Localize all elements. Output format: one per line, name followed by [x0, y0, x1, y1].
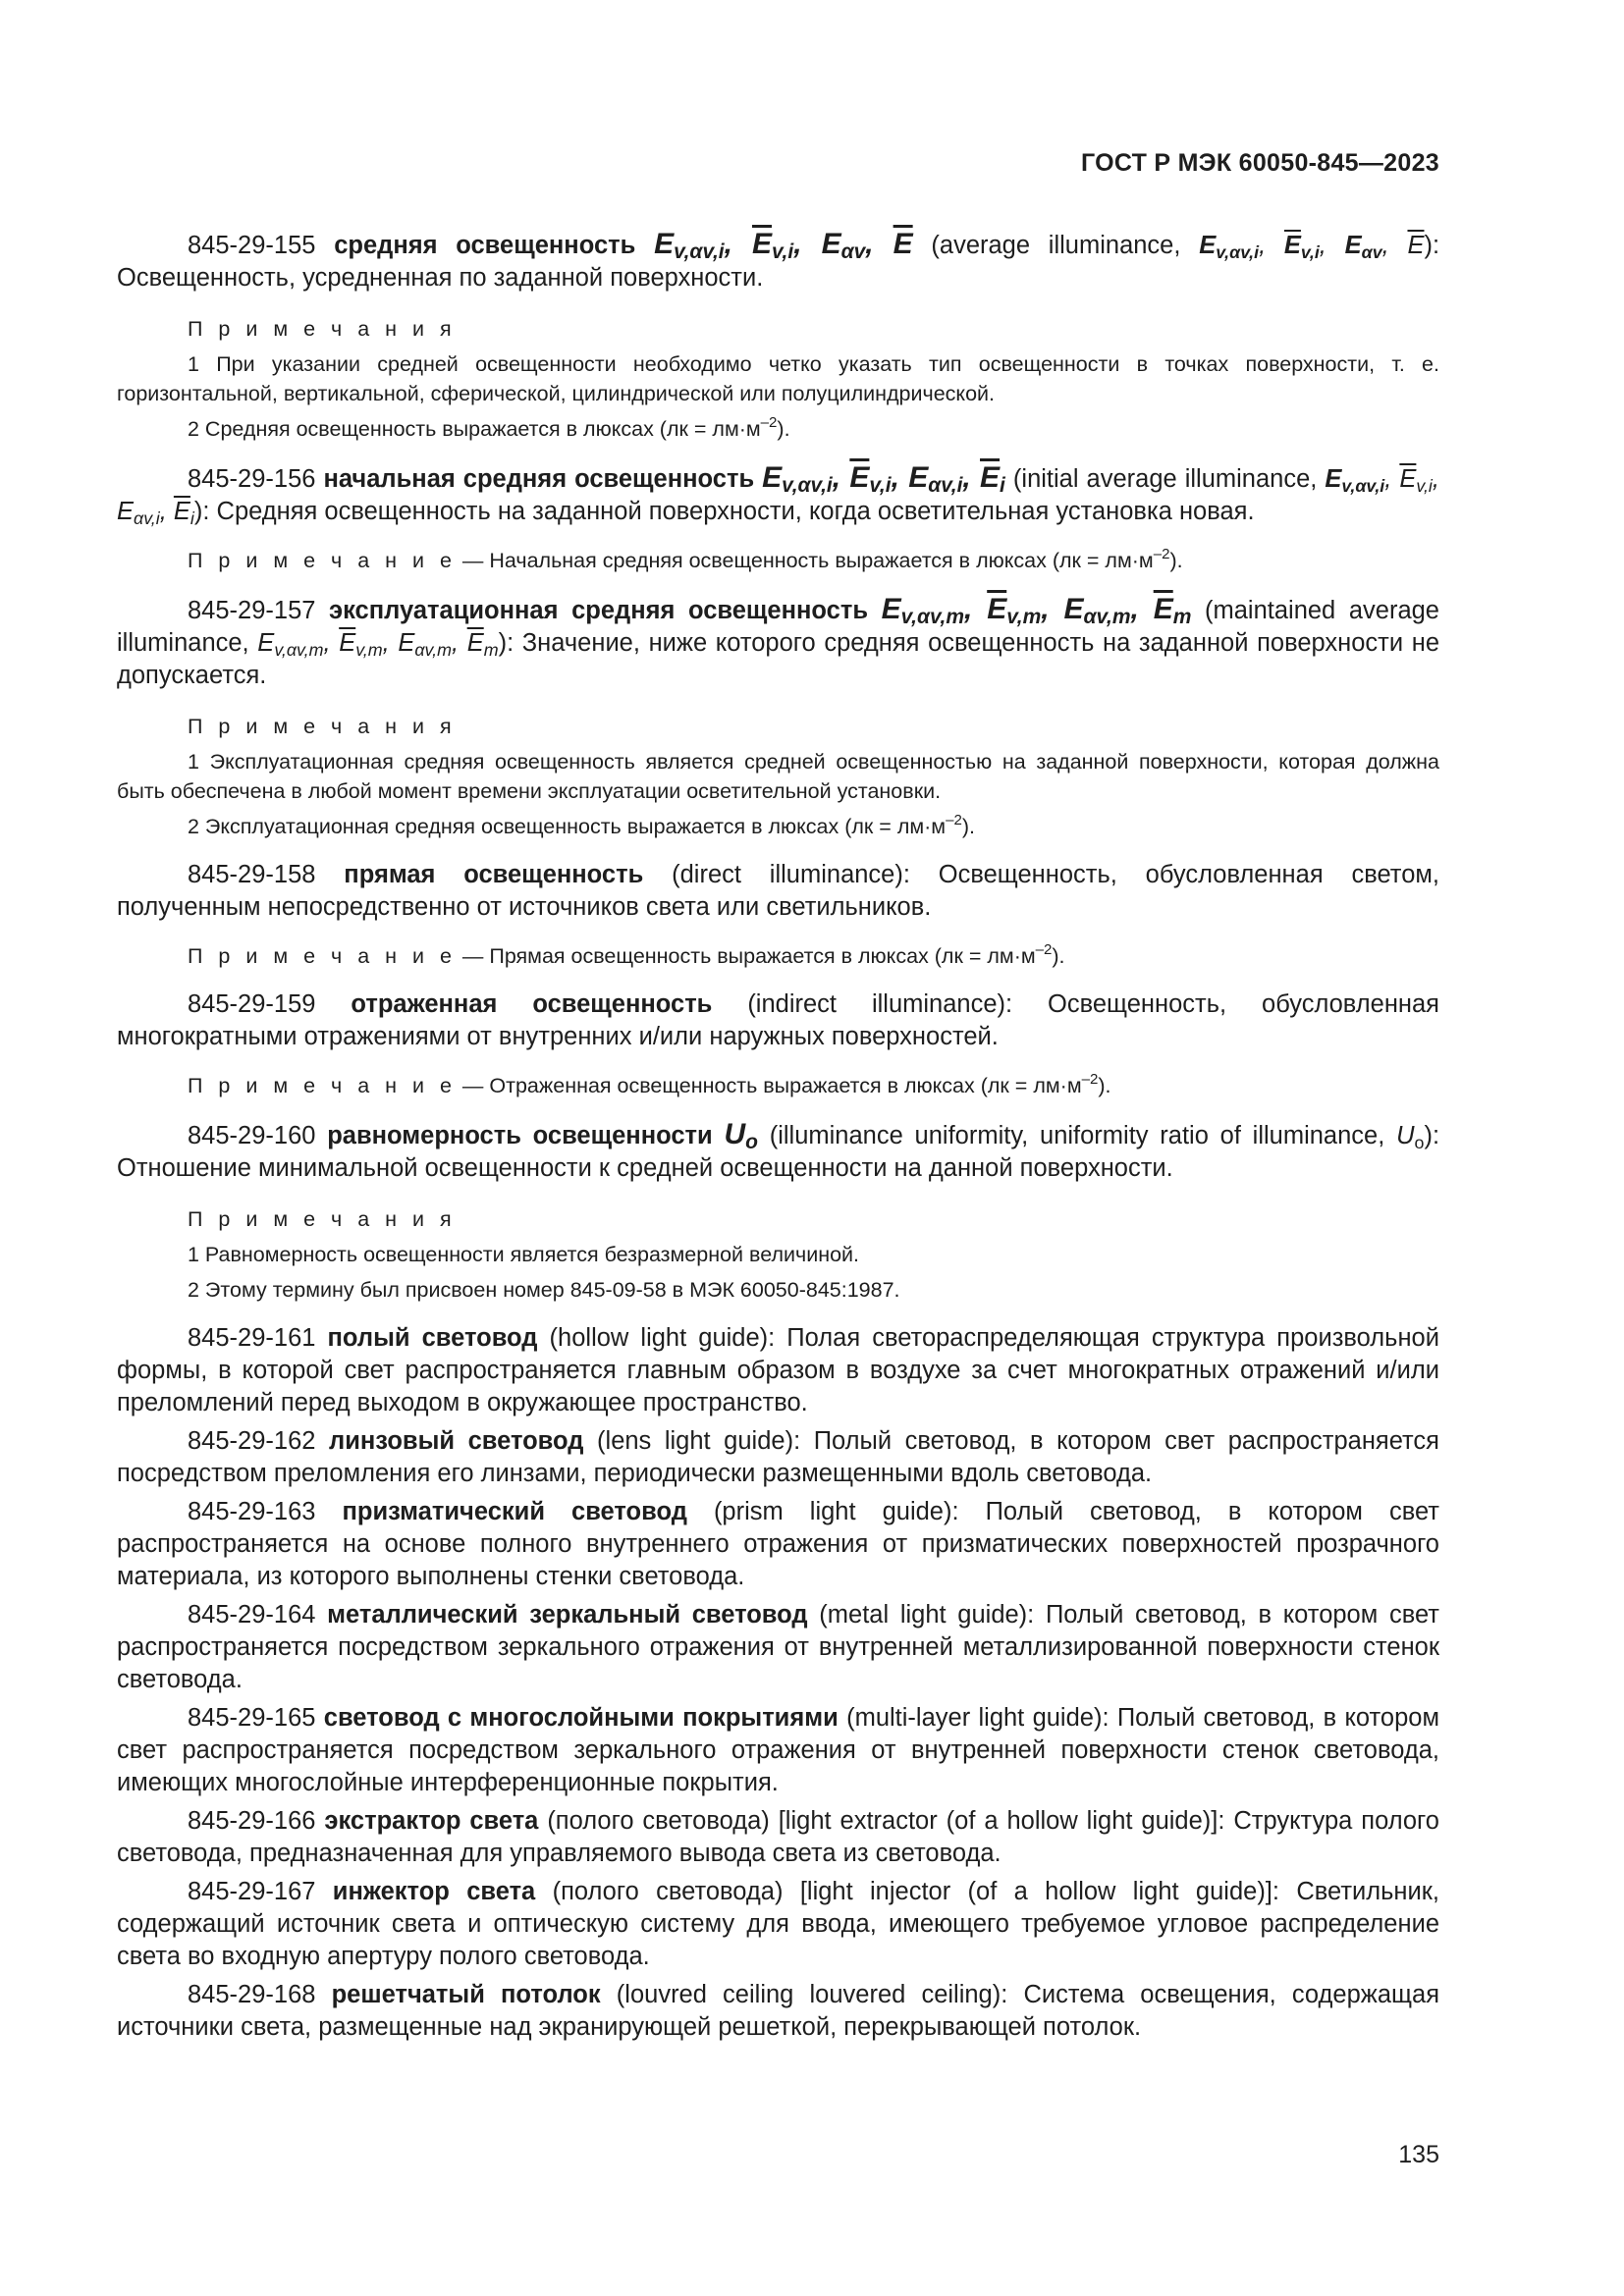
definition: ): Значение, ниже которого средняя освещенность на заданной поверхности не допускается.	[117, 629, 1439, 689]
term-845-29-158	[117, 859, 1439, 924]
term-845-29-156	[117, 461, 1439, 528]
definition: ): Средняя освещенность на заданной поверхности, когда осветительная установка новая.	[193, 498, 1255, 525]
symbol: $E_{v,\alpha v,m}$, $\overline{E}_{v,m}$, $E_{\alpha v,m}$, $\overline{E}_m$	[257, 629, 499, 660]
definition: ): Освещенность, усредненная по заданной поверхности.	[117, 232, 1440, 292]
definition: ): Отношение минимальной освещенности к средней освещенности на данной поверхности.	[117, 1122, 1440, 1182]
note-2: 2 Средняя освещенность выражается в люксах $(лк = лм\cdot м^{-2})$.	[188, 414, 790, 441]
notes-heading: П р и м е ч а н и я	[188, 1207, 457, 1231]
symbol: $E_{v,\alpha v,i}$, $\overline{E}_{v,i}$, $E_{\alpha v}$, $\overline{E}$	[1199, 232, 1425, 262]
term-name: равномерность освещенности	[327, 1122, 713, 1149]
note: П р и м е ч а н и е — Отраженная освещенность выражается в люксах $(лк = лм\cdot м^{-2})$.	[188, 1071, 1111, 1097]
english-term: (initial average illuminance,	[1012, 465, 1318, 493]
term-name: начальная средняя освещенность	[323, 465, 755, 493]
term-845-29-157	[117, 593, 1439, 692]
term-845-29-165: 845-29-165 световод с многослойными покрытиями (multi-layer light guide): Полый световод, в котором свет распространяется посредством зеркального отражения от внутренней поверхности стенок световода, имеющих многослойные интерференционные покрытия.	[117, 1704, 1439, 1796]
note-2: 2 Эксплуатационная средняя освещенность выражается в люксах $(лк = лм\cdot м^{-2})$.	[188, 812, 975, 838]
term-845-29-155	[117, 228, 1439, 294]
term-number: 845-29-160	[188, 1122, 316, 1149]
symbol: $E_{v,\alpha v,i}$, $\overline{E}_{v,i}$, $E_{\alpha v}$, $\overline{E}$	[654, 228, 913, 263]
term-number: 845-29-155	[188, 232, 316, 259]
term-name: отраженная освещенность	[351, 990, 713, 1018]
symbol: $U_o$	[724, 1118, 758, 1153]
term-845-29-164: 845-29-164 металлический зеркальный световод (metal light guide): Полый световод, в котором свет распространяется посредством зеркального отражения от внутренней металлизированной поверхности стенок световода.	[117, 1601, 1439, 1693]
note-1: 1 При указании средней освещенности необходимо четко указать тип освещенности в точках поверхности, т. е. горизонтальной, вертикальной, сферической, цилиндрической или полуцилиндрической.	[117, 352, 1439, 405]
term-845-29-167: 845-29-167 инжектор света (полого световода) [light injector (of a hollow light guide)]: Светильник, содержащий источник света и оптическую систему для ввода, имеющего требуемое угловое распределение света во входную апертуру полого световода.	[117, 1878, 1439, 1970]
note: П р и м е ч а н и е — Начальная средняя освещенность выражается в люксах $(лк = лм\cdot м^{-2})$.	[188, 546, 1183, 572]
term-number: 845-29-157	[188, 597, 316, 624]
notes-heading: П р и м е ч а н и я	[188, 715, 457, 738]
term-number: 845-29-159	[188, 990, 316, 1018]
symbol: $E_{v,\alpha v,i}$, $\overline{E}_{v,i}$, $E_{\alpha v,i}$, $\overline{E}_i$	[117, 465, 1439, 528]
page-number: 135	[1398, 2141, 1439, 2168]
term-845-29-160	[117, 1118, 1439, 1185]
term-845-29-161: 845-29-161 полый световод (hollow light guide): Полая светораспределяющая структура произвольной формы, в которой свет распространяется главным образом в воздухе за счет многократных отражений и/или преломлений перед выходом в окружающее пространство.	[117, 1324, 1439, 1416]
term-845-29-166: 845-29-166 экстрактор света (полого световода) [light extractor (of a hollow light guide)]: Структура полого световода, предназначенная для управляемого вывода света из световода.	[117, 1807, 1439, 1867]
note-2: 2 Этому термину был присвоен номер 845-09-58 в МЭК 60050-845:1987.	[188, 1278, 900, 1302]
term-number: 845-29-158	[188, 861, 316, 888]
english-term: (average illuminance,	[931, 232, 1181, 259]
term-845-29-159	[117, 988, 1439, 1053]
symbol: $U_o$	[1396, 1122, 1425, 1152]
english-term: (illuminance uniformity, uniformity ratio of illuminance,	[769, 1122, 1385, 1149]
symbol: $E_{v,\alpha v,m}$, $\overline{E}_{v,m}$, $E_{\alpha v,m}$, $\overline{E}_m$	[881, 593, 1192, 628]
note: П р и м е ч а н и е — Прямая освещенность выражается в люксах $(лк = лм\cdot м^{-2})$.	[188, 941, 1065, 968]
term-name: прямая освещенность	[344, 861, 644, 888]
note-1: 1 Равномерность освещенности является безразмерной величиной.	[188, 1243, 860, 1266]
page-header: ГОСТ Р МЭК 60050-845—2023	[1080, 149, 1439, 177]
definition: (indirect illuminance): Освещенность, обусловленная многократными отражениями от внутренних и/или наружных поверхностей.	[117, 990, 1439, 1050]
english-term: (maintained average illuminance,	[117, 597, 1439, 657]
note-1: 1 Эксплуатационная средняя освещенность является средней освещенностью на заданной поверхности, которая должна быть обеспечена в любой момент времени эксплуатации осветительной установки.	[117, 750, 1439, 803]
term-name: эксплуатационная средняя освещенность	[329, 597, 868, 624]
term-845-29-162: 845-29-162 линзовый световод (lens light guide): Полый световод, в котором свет распространяется посредством преломления его линзами, периодически размещенными вдоль световода.	[117, 1427, 1439, 1487]
definition: (direct illuminance): Освещенность, обусловленная светом, полученным непосредственно от источников света или светильников.	[117, 861, 1439, 921]
term-name: средняя освещенность	[334, 232, 636, 259]
symbol: $E_{v,\alpha v,i}$, $\overline{E}_{v,i}$, $E_{\alpha v,i}$, $\overline{E}_i$	[762, 461, 1005, 497]
notes-heading: П р и м е ч а н и я	[188, 317, 457, 341]
term-number: 845-29-156	[188, 465, 316, 493]
term-845-29-163: 845-29-163 призматический световод (prism light guide): Полый световод, в котором свет распространяется на основе полного внутреннего отражения от призматических поверхностей прозрачного материала, из которого выполнены стенки световода.	[117, 1498, 1439, 1590]
document-body	[117, 228, 1439, 2044]
term-845-29-168: 845-29-168 решетчатый потолок (louvred ceiling louvered ceiling): Система освещения, содержащая источники света, размещенные над экранирующей решеткой, перекрывающей потолок.	[117, 1981, 1439, 2041]
